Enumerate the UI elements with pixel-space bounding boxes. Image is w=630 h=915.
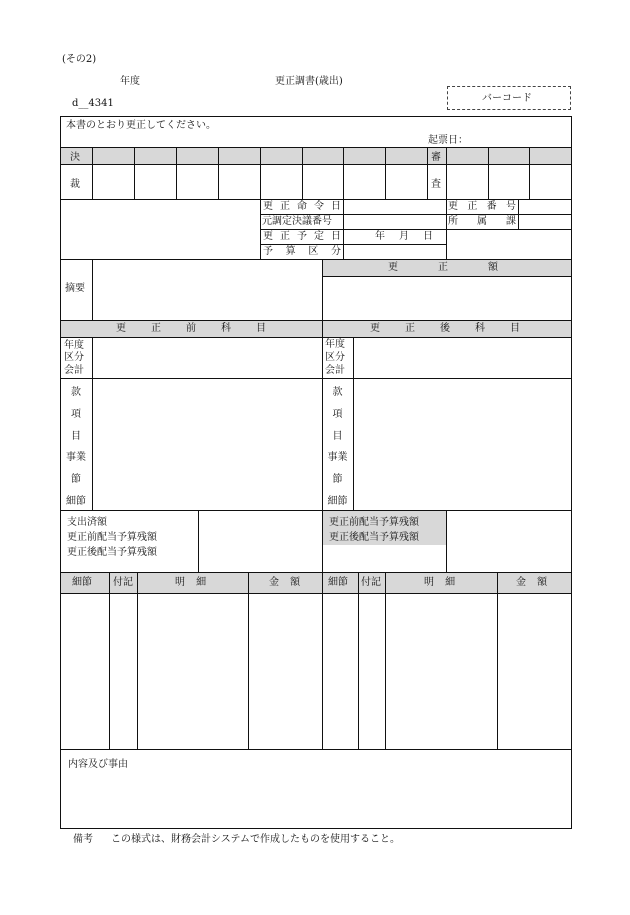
before-year-label: 年度 bbox=[64, 340, 84, 351]
right-after-remaining-label: 更正後配当予算残額 bbox=[329, 532, 419, 543]
spent-amount-label: 支出済額 bbox=[67, 517, 107, 528]
doc-id: d__4341 bbox=[72, 98, 114, 109]
before-jigyou: 事業 bbox=[66, 452, 86, 464]
after-account-label: 会計 bbox=[325, 365, 345, 376]
before-subject-header: 更 正 前 科 目 bbox=[116, 323, 266, 334]
detail-right-meisai: 明 細 bbox=[424, 577, 456, 588]
detail-left-saisetsu: 細節 bbox=[72, 577, 92, 588]
after-saisetsu: 細節 bbox=[327, 495, 348, 507]
before-account-label: 会計 bbox=[64, 365, 84, 376]
before-kou: 項 bbox=[71, 408, 81, 420]
page-note: (その2) bbox=[62, 54, 97, 65]
detail-right-kingaku: 金 額 bbox=[516, 577, 548, 588]
detail-left-kingaku: 金 額 bbox=[269, 577, 301, 588]
after-subject-header: 更 正 後 科 目 bbox=[370, 323, 520, 334]
budget-category-label: 予 算 区 分 bbox=[263, 246, 341, 257]
shinsa-char-2: 査 bbox=[431, 179, 441, 190]
after-kan: 款 bbox=[332, 387, 343, 399]
correction-order-date-label: 更 正 命 令 日 bbox=[263, 201, 341, 212]
correction-amount-label: 更 正 額 bbox=[388, 262, 498, 273]
draft-date-label: 起票日： bbox=[428, 135, 468, 146]
barcode-label: バーコード bbox=[482, 93, 532, 104]
kessai-char-2: 裁 bbox=[70, 179, 80, 190]
detail-left-meisai: 明 細 bbox=[175, 577, 207, 588]
detail-left-fuki: 付記 bbox=[113, 577, 133, 588]
department-label: 所 属 課 bbox=[448, 216, 516, 227]
form-title: 更正調書(歳出) bbox=[275, 76, 343, 87]
after-jigyou: 事業 bbox=[327, 452, 348, 464]
month-label: 月 bbox=[399, 231, 409, 242]
before-moku: 目 bbox=[71, 430, 81, 442]
before-category-label: 区分 bbox=[64, 352, 84, 363]
fiscal-year-label: 年度 bbox=[120, 76, 140, 87]
kessai-char-1: 決 bbox=[70, 152, 80, 163]
instruction-text: 本書のとおり更正してください。 bbox=[66, 120, 216, 131]
shinsa-char-1: 審 bbox=[431, 152, 441, 163]
before-kan: 款 bbox=[71, 387, 81, 399]
remarks-text: この様式は、財務会計システムで作成したものを使用すること。 bbox=[111, 834, 400, 845]
scheduled-date-label: 更 正 予 定 日 bbox=[263, 231, 341, 242]
day-label: 日 bbox=[423, 231, 433, 242]
summary-label: 摘要 bbox=[65, 283, 85, 294]
right-before-remaining-label: 更正前配当予算残額 bbox=[329, 517, 419, 528]
after-moku: 目 bbox=[332, 430, 343, 442]
before-hierarchy bbox=[60, 380, 92, 510]
before-saisetsu: 細節 bbox=[66, 495, 86, 507]
after-year-label: 年度 bbox=[325, 339, 345, 350]
content-reason-label: 内容及び事由 bbox=[68, 759, 128, 770]
correction-no-label: 更 正 番 号 bbox=[448, 201, 516, 212]
after-hierarchy bbox=[322, 380, 353, 510]
remarks-label: 備考 bbox=[73, 834, 93, 845]
left-before-remaining-label: 更正前配当予算残額 bbox=[67, 532, 157, 543]
after-category-label: 区分 bbox=[325, 352, 345, 363]
original-decision-no-label: 元調定決議番号 bbox=[262, 216, 332, 227]
left-after-remaining-label: 更正後配当予算残額 bbox=[67, 547, 157, 558]
detail-right-fuki: 付記 bbox=[361, 577, 381, 588]
before-setsu: 節 bbox=[71, 473, 81, 485]
after-kou: 項 bbox=[332, 408, 343, 420]
year-label: 年 bbox=[375, 231, 385, 242]
barcode-box bbox=[447, 86, 571, 110]
detail-right-saisetsu: 細節 bbox=[328, 577, 348, 588]
after-setsu: 節 bbox=[332, 473, 343, 485]
